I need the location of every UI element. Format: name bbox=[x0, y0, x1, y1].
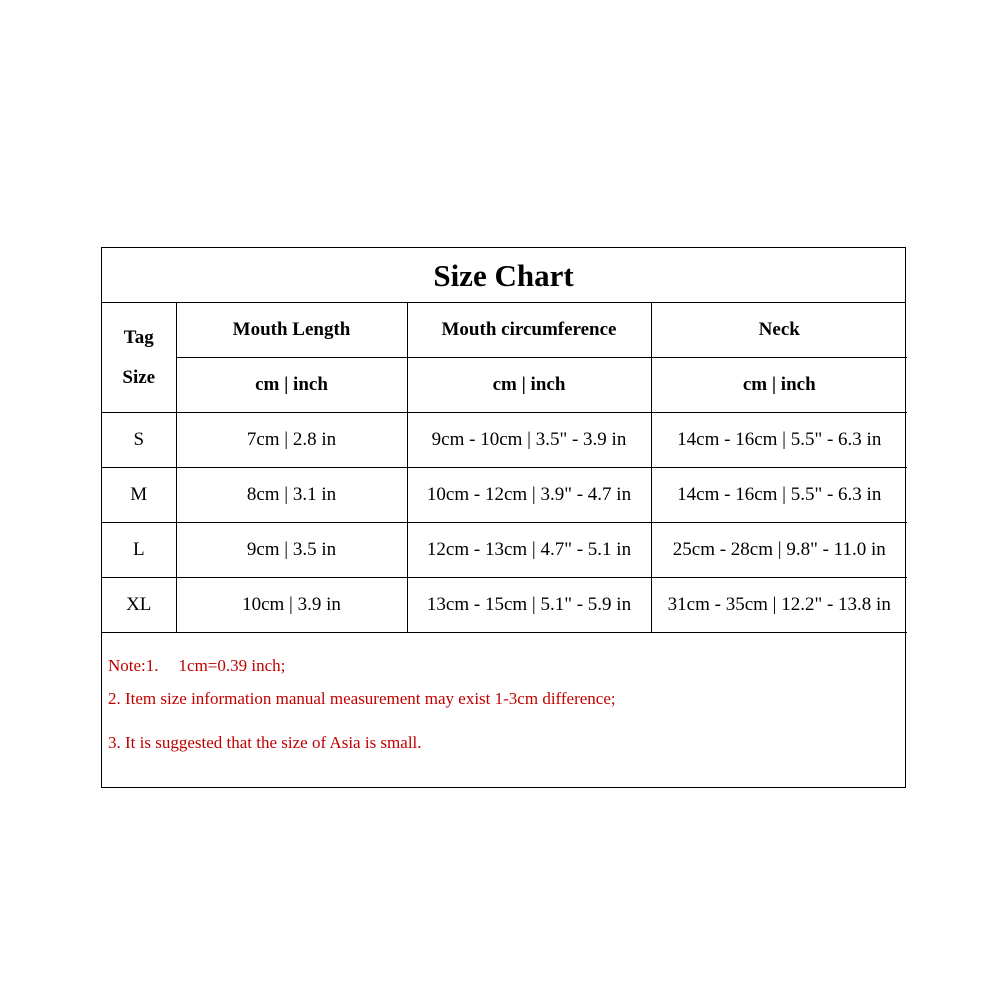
size-label: M bbox=[102, 468, 176, 523]
tag-size-header-line2: Size bbox=[122, 366, 156, 388]
neck-value: 25cm - 28cm | 9.8" - 11.0 in bbox=[651, 523, 907, 578]
mouth-circumference-value: 10cm - 12cm | 3.9" - 4.7 in bbox=[407, 468, 651, 523]
table-row bbox=[102, 413, 907, 468]
tag-size-header bbox=[102, 303, 176, 413]
note-3: 3. It is suggested that the size of Asia is small. bbox=[108, 733, 422, 752]
mouth-circumference-value: 9cm - 10cm | 3.5" - 3.9 in bbox=[407, 413, 651, 468]
size-label: XL bbox=[102, 578, 176, 633]
table-row bbox=[102, 578, 907, 633]
mouth-length-value: 7cm | 2.8 in bbox=[176, 413, 407, 468]
header-mouth-length: Mouth Length bbox=[176, 303, 407, 358]
note-1-text: 1cm=0.39 inch; bbox=[178, 656, 286, 675]
header-neck: Neck bbox=[651, 303, 907, 358]
note-1 bbox=[108, 633, 899, 677]
table-row bbox=[102, 468, 907, 523]
mouth-circumference-value: 12cm - 13cm | 4.7" - 5.1 in bbox=[407, 523, 651, 578]
neck-value: 31cm - 35cm | 12.2" - 13.8 in bbox=[651, 578, 907, 633]
header-mouth-circumference: Mouth circumference bbox=[407, 303, 651, 358]
size-label: L bbox=[102, 523, 176, 578]
mouth-circumference-value: 13cm - 15cm | 5.1" - 5.9 in bbox=[407, 578, 651, 633]
mouth-length-value: 8cm | 3.1 in bbox=[176, 468, 407, 523]
unit-mouth-length: cm | inch bbox=[176, 358, 407, 413]
mouth-length-value: 9cm | 3.5 in bbox=[176, 523, 407, 578]
size-label: S bbox=[102, 413, 176, 468]
table-row bbox=[102, 523, 907, 578]
neck-value: 14cm - 16cm | 5.5" - 6.3 in bbox=[651, 413, 907, 468]
mouth-length-value: 10cm | 3.9 in bbox=[176, 578, 407, 633]
note-2: 2. Item size information manual measurement may exist 1-3cm difference; bbox=[108, 689, 616, 708]
units-row bbox=[102, 358, 907, 413]
unit-neck: cm | inch bbox=[651, 358, 907, 413]
unit-mouth-circumference: cm | inch bbox=[407, 358, 651, 413]
chart-title: Size Chart bbox=[102, 248, 905, 303]
size-chart bbox=[101, 247, 906, 788]
notes-section bbox=[102, 633, 905, 765]
neck-value: 14cm - 16cm | 5.5" - 6.3 in bbox=[651, 468, 907, 523]
tag-size-header-line1: Tag bbox=[123, 326, 154, 348]
note-1-prefix: Note:1. bbox=[108, 656, 159, 675]
size-table bbox=[102, 303, 907, 633]
header-row bbox=[102, 303, 907, 358]
